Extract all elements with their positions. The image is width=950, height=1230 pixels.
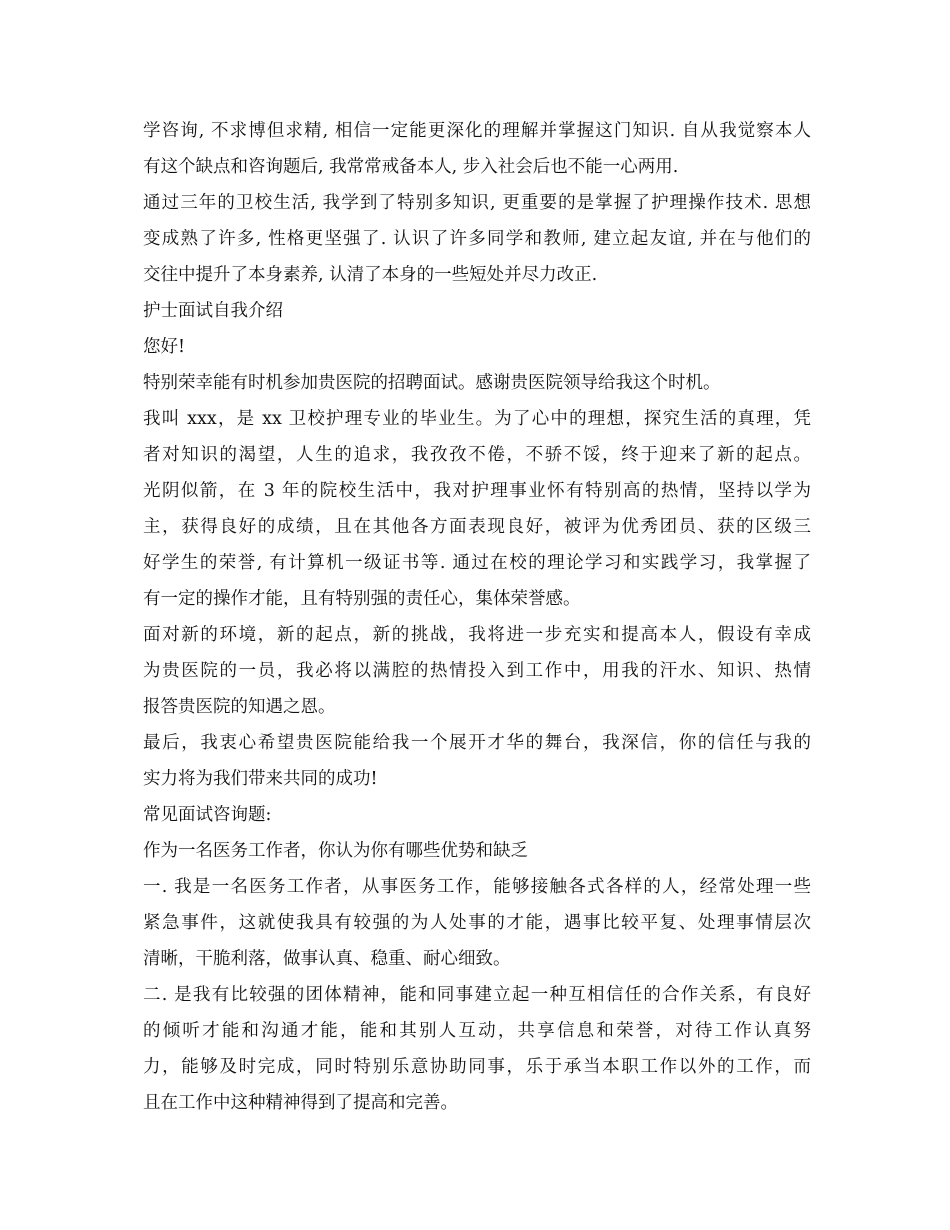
text-line: 者对知识的渴望，人生的追求，我孜孜不倦，不骄不馁，终于迎来了新的起点。 [143,445,811,465]
text-line: 作为一名医务工作者，你认为你有哪些优势和缺乏 [143,841,528,861]
text-line: 特别荣幸能有时机参加贵医院的招聘面试。感谢贵医院领导给我这个时机。 [143,373,721,393]
text-line: 清晰，干脆利落，做事认真、稳重、耐心细致。 [143,949,511,969]
text-line: 交往中提升了本身素养, 认清了本身的一些短处并尽力改正. [143,265,598,285]
text-line: 主，获得良好的成绩，且在其他各方面表现良好，被评为优秀团员、获的区级三 [143,517,811,537]
document-body [143,113,811,1121]
text-line: 光阴似箭，在 3 年的院校生活中，我对护理事业怀有特别高的热情，坚持以学为 [143,481,811,501]
text-line: 我叫 xxx，是 xx 卫校护理专业的毕业生。为了心中的理想，探究生活的真理，凭 [143,409,811,429]
text-line: 常见面试咨询题: [143,805,272,825]
text-line: 变成熟了许多, 性格更坚强了. 认识了许多同学和教师, 建立起友谊, 并在与他们的 [143,229,811,249]
text-line: 紧急事件，这就使我具有较强的为人处事的才能，遇事比较平复、处理事情层次 [143,913,811,933]
text-line: 面对新的环境，新的起点，新的挑战，我将进一步充实和提高本人，假设有幸成 [143,625,811,645]
text-line: 为贵医院的一员，我必将以满腔的热情投入到工作中，用我的汗水、知识、热情 [143,661,811,681]
text-line: 护士面试自我介绍 [143,301,283,321]
text-line: 的倾听才能和沟通才能，能和其别人互动，共享信息和荣誉，对待工作认真努 [143,1021,811,1041]
text-line: 好学生的荣誉, 有计算机一级证书等. 通过在校的理论学习和实践学习，我掌握了 [143,553,811,573]
text-line: 最后，我衷心希望贵医院能给我一个展开才华的舞台，我深信，你的信任与我的 [143,733,811,753]
text-line: 实力将为我们带来共同的成功! [143,769,378,789]
text-line: 通过三年的卫校生活, 我学到了特别多知识, 更重要的是掌握了护理操作技术. 思想 [143,193,811,213]
text-line: 报答贵医院的知遇之恩。 [143,697,336,717]
text-line: 有一定的操作才能，且有特别强的责任心，集体荣誉感。 [143,589,581,609]
text-line: 力，能够及时完成，同时特别乐意协助同事，乐于承当本职工作以外的工作，而 [143,1057,811,1077]
text-line: 一. 我是一名医务工作者，从事医务工作，能够接触各式各样的人，经常处理一些 [143,877,811,897]
text-line: 且在工作中这种精神得到了提高和完善。 [143,1093,458,1113]
text-line: 有这个缺点和咨询题后, 我常常戒备本人, 步入社会后也不能一心两用. [143,157,679,177]
text-line: 二. 是我有比较强的团体精神，能和同事建立起一种互相信任的合作关系，有良好 [143,985,811,1005]
text-line: 您好! [143,337,186,357]
text-line: 学咨询, 不求博但求精, 相信一定能更深化的理解并掌握这门知识. 自从我觉察本人 [143,121,811,141]
